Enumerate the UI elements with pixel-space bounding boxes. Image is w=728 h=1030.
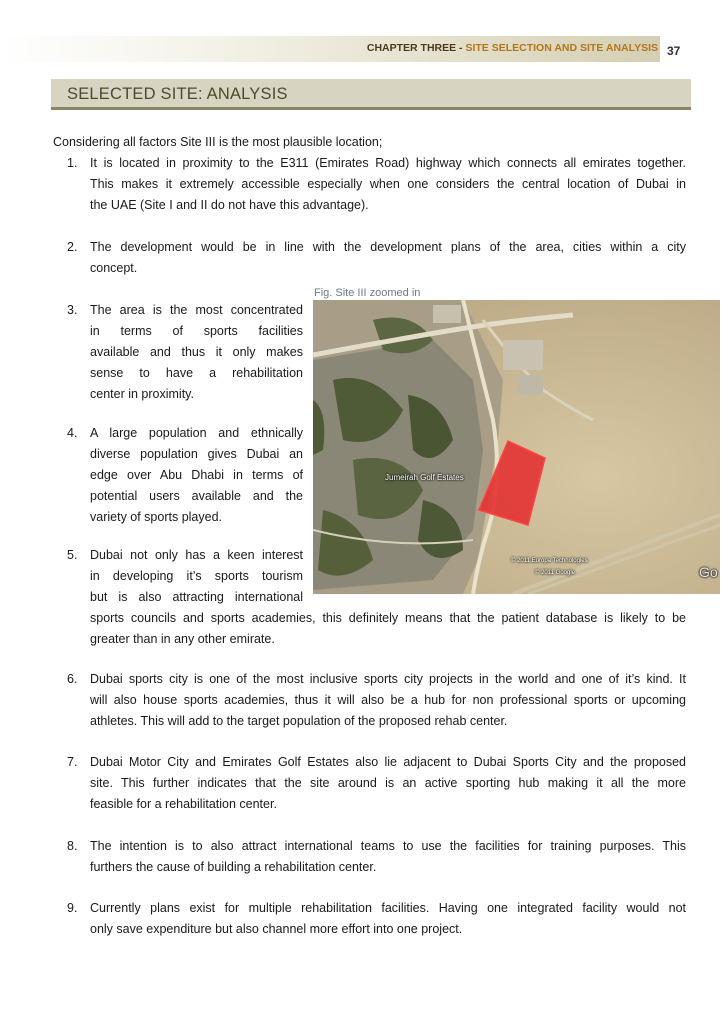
running-header bbox=[367, 42, 658, 54]
text-line: The intention is to also attract international teams to use the facilities for training purposes. This bbox=[90, 839, 686, 853]
figure-caption: Fig. Site III zoomed in bbox=[314, 287, 421, 299]
list-number: 7. bbox=[67, 755, 78, 769]
text-line: greater than in any other emirate. bbox=[90, 632, 275, 646]
map-copyright-europa: © 2011 Europa Technologies bbox=[511, 558, 588, 564]
text-line: furthers the cause of building a rehabilitation center. bbox=[90, 860, 377, 874]
map-copyright-google: © 2011 Google bbox=[535, 570, 576, 576]
text-line: center in proximity. bbox=[90, 387, 194, 401]
text-line: Currently plans exist for multiple rehabilitation facilities. Having one integrated facility would not bbox=[90, 901, 686, 915]
text-line: but is also attracting international bbox=[90, 590, 303, 604]
list-text bbox=[90, 300, 303, 405]
list-text bbox=[90, 752, 686, 815]
text-line: will also house sports academies, thus it will also be a hub for non professional sports or upcoming bbox=[90, 693, 686, 707]
text-line: variety of sports played. bbox=[90, 510, 223, 524]
text-line: potential users available and the bbox=[90, 489, 303, 503]
text-line: Dubai not only has a keen interest bbox=[90, 548, 303, 562]
list-number: 6. bbox=[67, 672, 78, 686]
text-line: A large population and ethnically bbox=[90, 426, 303, 440]
list-text bbox=[90, 898, 686, 940]
list-text bbox=[90, 545, 686, 650]
text-line: Dubai sports city is one of the most inclusive sports city projects in the world and one of it’s kind. It bbox=[90, 672, 686, 686]
chapter-label: CHAPTER THREE - bbox=[366, 42, 466, 54]
text-line: only save expenditure but also channel more effort into one project. bbox=[90, 922, 463, 936]
map-label-golf-estates: Jumeirah Golf Estates bbox=[385, 473, 464, 482]
section-label: SITE SELECTION AND SITE ANALYSIS bbox=[465, 42, 658, 54]
text-line: diverse population gives Dubai an bbox=[90, 447, 303, 461]
text-line: The development would be in line with the development plans of the area, cities within a city bbox=[90, 240, 686, 254]
text-line: in developing it’s sports tourism bbox=[90, 569, 303, 583]
list-number: 5. bbox=[67, 548, 78, 562]
text-line: It is located in proximity to the E311 (Emirates Road) highway which connects all emirates together. bbox=[90, 156, 686, 170]
list-text bbox=[90, 423, 303, 528]
list-text bbox=[90, 669, 686, 732]
page-number: 37 bbox=[667, 44, 681, 58]
list-number: 2. bbox=[67, 240, 78, 254]
text-line: sense to have a rehabilitation bbox=[90, 366, 303, 380]
list-number: 8. bbox=[67, 839, 78, 853]
list-number: 4. bbox=[67, 426, 78, 440]
text-line: This makes it extremely accessible especially when one considers the central location of Dubai in bbox=[90, 177, 686, 191]
list-text bbox=[90, 237, 686, 279]
list-number: 3. bbox=[67, 303, 78, 317]
text-line: feasible for a rehabilitation center. bbox=[90, 797, 277, 811]
text-line: concept. bbox=[90, 261, 138, 275]
text-line: The area is the most concentrated bbox=[90, 303, 303, 317]
list-number: 1. bbox=[67, 156, 78, 170]
text-line: athletes. This will add to the target population of the proposed rehab center. bbox=[90, 714, 508, 728]
google-logo-fragment: Go bbox=[699, 564, 718, 580]
text-line: available and thus it only makes bbox=[90, 345, 303, 359]
intro-paragraph: Considering all factors Site III is the most plausible location; bbox=[53, 135, 383, 149]
text-line: the UAE (Site I and II do not have this advantage). bbox=[90, 198, 369, 212]
list-number: 9. bbox=[67, 901, 78, 915]
text-line: Dubai Motor City and Emirates Golf Estates also lie adjacent to Dubai Sports City and the proposed bbox=[90, 755, 686, 769]
text-line: in terms of sports facilities bbox=[90, 324, 303, 338]
text-line: site. This further indicates that the site around is an active sporting hub making it all the more bbox=[90, 776, 686, 790]
text-line: sports councils and sports academies, this definitely means that the patient database is likely to be bbox=[90, 611, 686, 625]
section-title: SELECTED SITE: ANALYSIS bbox=[67, 85, 288, 103]
text-line: edge over Abu Dhabi in terms of bbox=[90, 468, 303, 482]
list-text bbox=[90, 836, 686, 878]
list-text bbox=[90, 153, 686, 216]
